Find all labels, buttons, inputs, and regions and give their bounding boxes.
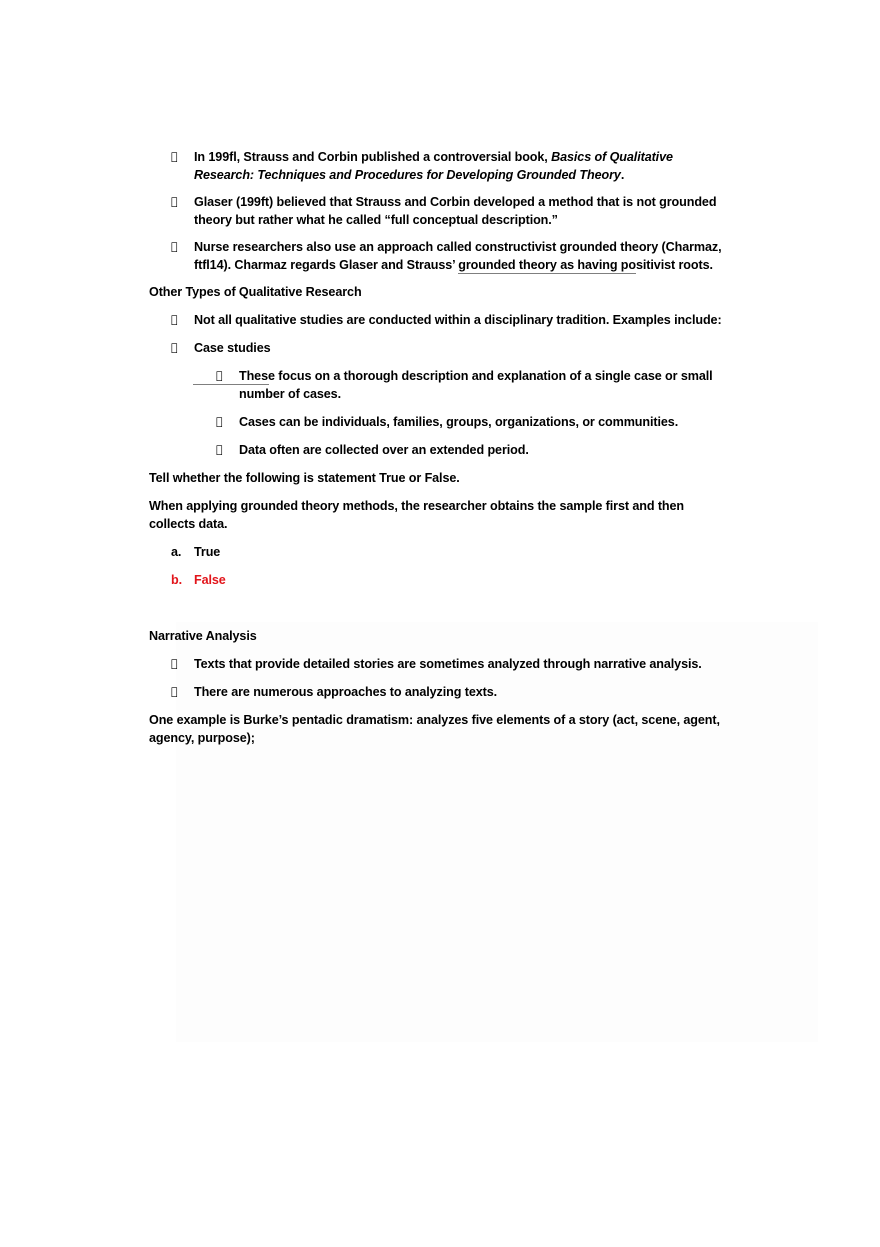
document-body [149,148,724,747]
bullet-glyph-icon [171,148,181,166]
sub-bullet-text: Data often are collected over an extended period. [239,443,529,457]
bullet-text: Glaser (199ft) believed that Strauss and Corbin developed a method that is not grounded theory but rather what he called “full conceptual description.” [194,195,717,227]
book-title: Basics of Qualitative Research: Techniques and Procedures for Developing Grounded Theory [194,150,673,182]
bullet-item [149,238,724,274]
bullet-glyph-icon [216,367,226,385]
quiz-instruction: Tell whether the following is statement True or False. [149,471,460,485]
bullet-item [149,683,724,701]
underline-rule [193,384,269,385]
quiz-option-false-answer [149,571,724,589]
bullet-item [149,148,724,184]
sub-bullet-text: These focus on a thorough description and explanation of a single case or small number of cases. [239,369,713,401]
option-letter: b. [171,573,182,587]
bullet-text: Case studies [194,341,271,355]
sub-bullet-text: Cases can be individuals, families, groups, organizations, or communities. [239,415,679,429]
bullet-item [149,193,724,229]
section-heading-narrative: Narrative Analysis [149,629,257,643]
sub-bullet-item [149,367,724,403]
sub-bullet-item [149,413,724,431]
bullet-text: Texts that provide detailed stories are sometimes analyzed through narrative analysis. [194,657,702,671]
option-label: False [194,573,226,587]
bullet-glyph-icon [216,413,226,431]
bullet-item [149,311,724,329]
option-label: True [194,545,221,559]
bullet-text: There are numerous approaches to analyzing texts. [194,685,498,699]
bullet-glyph-icon [171,655,181,673]
bullet-glyph-icon [171,311,181,329]
bullet-glyph-icon [171,193,181,211]
bullet-glyph-icon [171,238,181,256]
underline-rule [458,273,636,274]
bullet-text-after: . [620,168,625,182]
sub-bullet-item [149,441,724,459]
bullet-glyph-icon [171,339,181,357]
section-heading-other-types: Other Types of Qualitative Research [149,285,362,299]
bullet-glyph-icon [216,441,226,459]
option-letter: a. [171,545,182,559]
closing-paragraph: One example is Burke’s pentadic dramatism: analyzes five elements of a story (act, scene, agent, agency, purpose); [149,713,720,745]
quiz-option-true [149,543,724,561]
bullet-item [149,655,724,673]
bullet-text: Not all qualitative studies are conducted within a disciplinary tradition. Examples include: [194,313,722,327]
quiz-question: When applying grounded theory methods, the researcher obtains the sample first and then collects data. [149,499,685,531]
bullet-text-before: In 199fl, Strauss and Corbin published a controversial book, [194,150,552,164]
bullet-glyph-icon [171,683,181,701]
bullet-item [149,339,724,357]
bullet-text: Nurse researchers also use an approach called constructivist grounded theory (Charmaz, ftfl14). Charmaz regards Glaser and Strauss’ grounded theory as having positivist roots. [194,240,722,272]
